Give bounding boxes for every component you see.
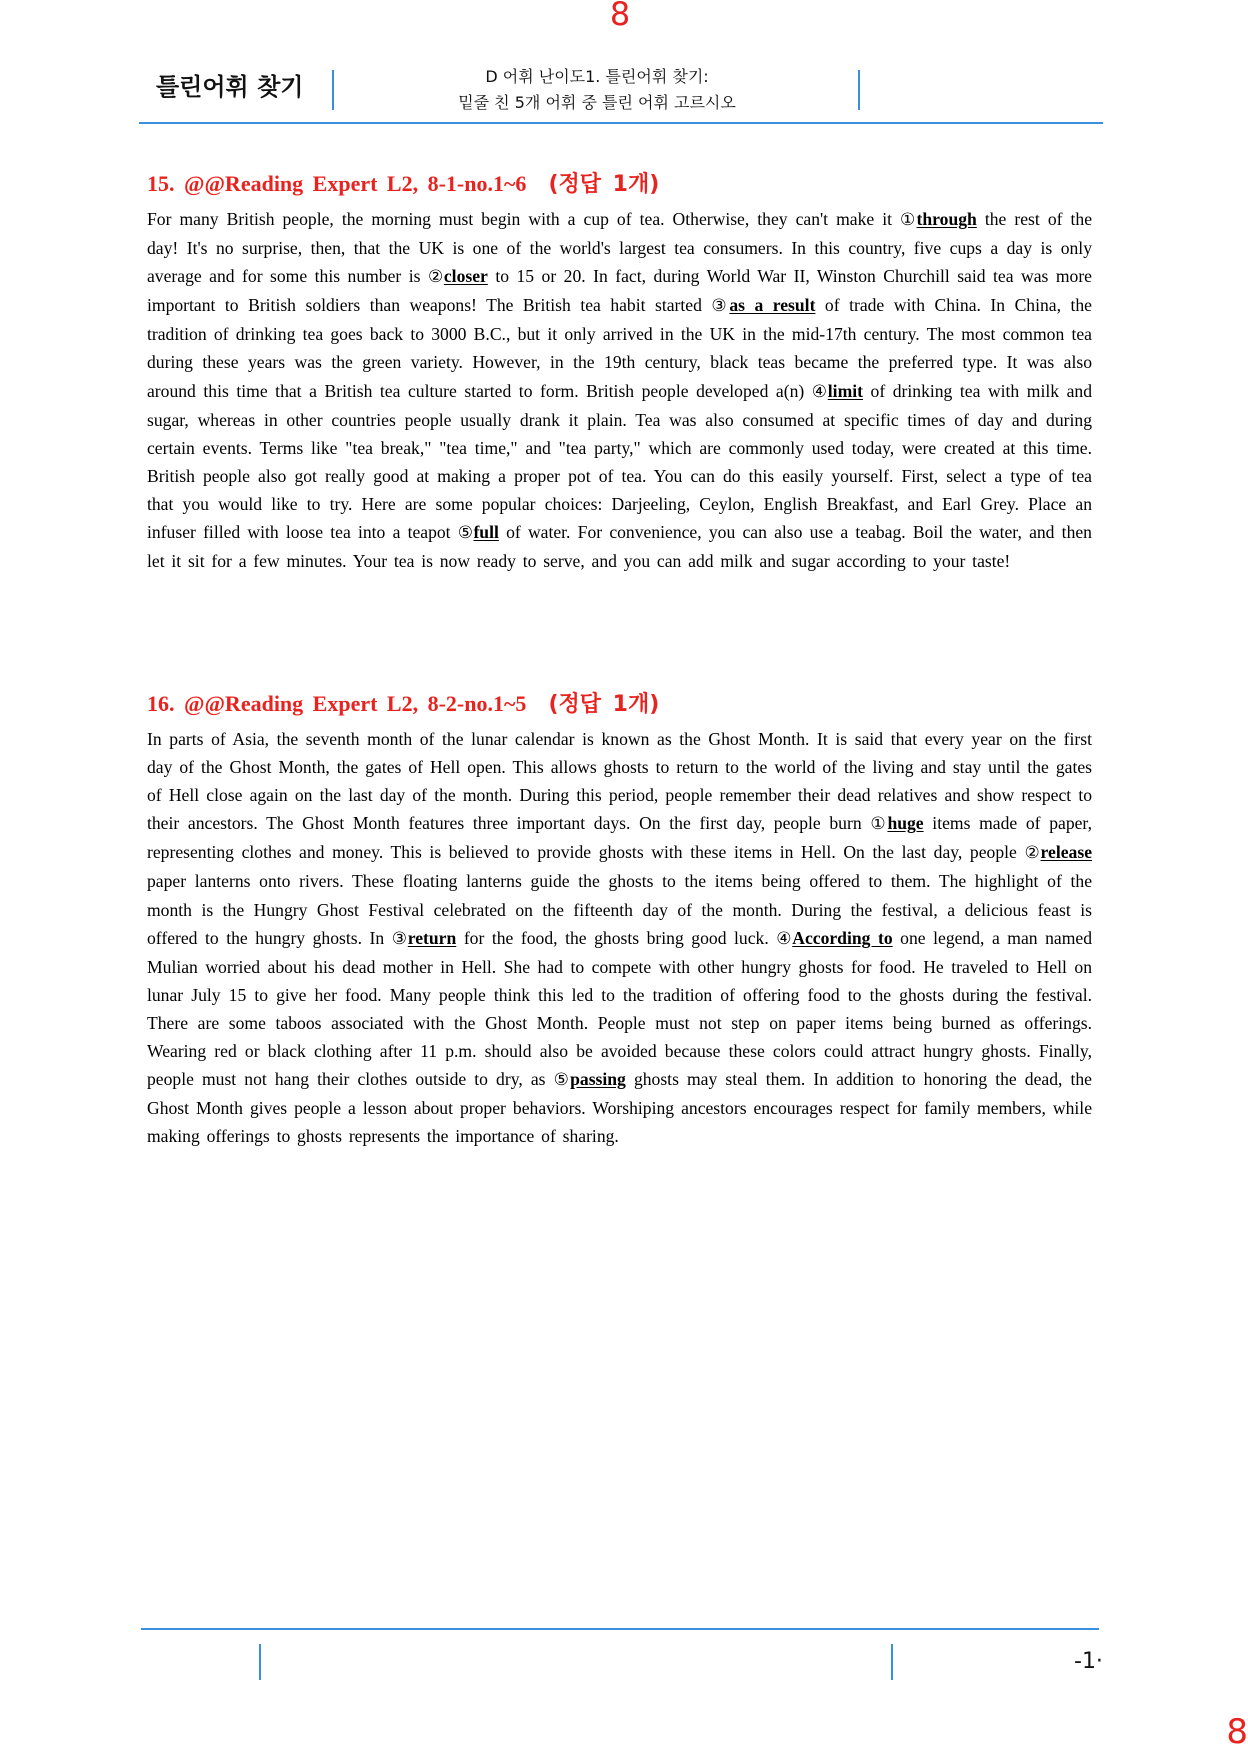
choice-marker-5: ⑤ xyxy=(553,1070,571,1090)
choice-marker-4: ④ xyxy=(811,381,828,401)
passage-text: In parts of Asia, the seventh month of the lunar calendar is known as the Ghost Month. It is said that every year on the first day of the Ghost Month, the gates of Hell open. This allows ghosts to return to the world of the living and stay until the gates of Hell close again on the last day of the month. During this period, people remember their dead relatives and show respect to their ancestors. The Ghost Month features three important days. On the first day, people burn xyxy=(147,729,1092,834)
choice-word-3: return xyxy=(407,927,457,948)
header-rule xyxy=(139,122,1103,124)
page-header xyxy=(139,62,1103,124)
choice-marker-5: ⑤ xyxy=(457,523,474,543)
page-marker-corner: 8 xyxy=(1226,1712,1248,1752)
choice-marker-2: ② xyxy=(1024,843,1041,863)
passage-text: to 15 or 20. In fact, during World War II, Winston Churchill said tea was more important to British soldiers than weapons! The British tea habit started xyxy=(147,266,1092,316)
passage-text: paper lanterns onto rivers. These floating lanterns guide the ghosts to the items being offered to them. The highlight of the month is the Hungry Ghost Festival celebrated on the fifteenth day of the month. During the festival, a delicious feast is offered to the hungry ghosts. In xyxy=(147,871,1092,948)
passage-text: the rest of the day! It's no surprise, then, that the UK is one of the world's largest tea consumers. In this country, five cups a day is only average and for some this number is xyxy=(147,209,1092,287)
question-16-title xyxy=(147,688,1092,721)
question-16-answer-count: (정답 1개) xyxy=(548,692,660,717)
header-subtitle xyxy=(337,64,857,116)
footer-rule xyxy=(141,1628,1099,1630)
passage-text: of drinking tea with milk and sugar, whereas in other countries people usually drank it plain. Tea was also consumed at specific times of day and during certain events. Terms like "tea break," "tea time," and "tea party," which are commonly used today, were created at this time. British people also got really good at making a proper pot of tea. You can do this easily yourself. First, select a type of tea that you would like to try. Here are some popular choices: Darjeeling, Ceylon, English Breakfast, and Earl Grey. Place an infuser filled with loose tea into a teapot xyxy=(147,380,1092,543)
question-16-source: 16. @@Reading Expert L2, 8-2-no.1~5 xyxy=(147,691,527,716)
question-15-source: 15. @@Reading Expert L2, 8-1-no.1~6 xyxy=(147,171,527,196)
header-title: 틀린어휘 찾기 xyxy=(156,73,304,101)
question-15-passage xyxy=(147,205,1092,575)
passage-text: for the food, the ghosts bring good luck. xyxy=(456,927,777,948)
choice-marker-2: ② xyxy=(427,267,444,287)
choice-word-5: full xyxy=(473,522,499,543)
header-subtitle-line2: 밑줄 친 5개 어휘 중 틀린 어휘 고르시오 xyxy=(458,93,736,112)
passage-text: items made of paper, representing clothes and money. This is believed to provide ghosts with these items in Hell. On the last day, people xyxy=(147,813,1092,863)
question-16 xyxy=(147,688,1092,1150)
question-15 xyxy=(147,168,1092,575)
choice-word-4: limit xyxy=(827,380,863,401)
choice-word-5: passing xyxy=(570,1069,626,1090)
footer-divider-left xyxy=(259,1644,261,1680)
choice-marker-3: ③ xyxy=(391,928,408,948)
passage-text: one legend, a man named Mulian worried about his dead mother in Hell. She had to compete with other hungry ghosts for food. He traveled to Hell on lunar July 15 to give her food. Many people think this led to the tradition of offering food to the ghosts during the festival. There are some taboos associated with the Ghost Month. People must not step on paper items being burned as offerings. Wearing red or black clothing after 11 p.m. should also be avoided because these colors could attract hungry ghosts. Finally, people must not hang their clothes outside to dry, as xyxy=(147,927,1093,1090)
passage-text: of trade with China. In China, the tradition of drinking tea goes back to 3000 B.C., but it only arrived in the UK in the mid-17th century. The most common tea during these years was the green variety. However, in the 19th century, black teas became the preferred type. It was also around this time that a British tea culture started to form. British people developed a(n) xyxy=(147,295,1092,401)
choice-word-4: According to xyxy=(792,927,893,948)
page-marker-top: 8 xyxy=(609,0,631,33)
choice-word-2: closer xyxy=(443,266,488,287)
choice-word-3: as a result xyxy=(729,295,816,316)
choice-word-1: through xyxy=(916,209,977,229)
passage-text: For many British people, the morning must begin with a cup of tea. Otherwise, they can't make it xyxy=(147,209,901,229)
passage-text: of water. For convenience, you can also use a teabag. Boil the water, and then let it sit for a few minutes. Your tea is now ready to serve, and you can add milk and sugar according to your taste! xyxy=(147,522,1092,572)
page-number: -1· xyxy=(1074,1649,1103,1674)
header-subtitle-line1: D 어휘 난이도1. 틀린어휘 찾기: xyxy=(485,67,709,86)
choice-marker-1: ① xyxy=(870,814,888,834)
passage-text: ghosts may steal them. In addition to honoring the dead, the Ghost Month gives people a lesson about proper behaviors. Worshiping ancestors encourages respect for family members, while making offerings to ghosts represents the importance of sharing. xyxy=(147,1069,1092,1147)
choice-marker-4: ④ xyxy=(776,928,793,948)
question-15-title xyxy=(147,168,1092,201)
header-divider-left xyxy=(332,70,334,110)
choice-marker-1: ① xyxy=(900,210,917,229)
choice-word-2: release xyxy=(1040,842,1092,863)
question-15-answer-count: (정답 1개) xyxy=(548,172,660,197)
question-16-passage xyxy=(147,725,1092,1150)
header-divider-right xyxy=(858,70,860,110)
footer-divider-right xyxy=(891,1644,893,1680)
choice-marker-3: ③ xyxy=(711,296,730,316)
choice-word-1: huge xyxy=(887,813,924,834)
